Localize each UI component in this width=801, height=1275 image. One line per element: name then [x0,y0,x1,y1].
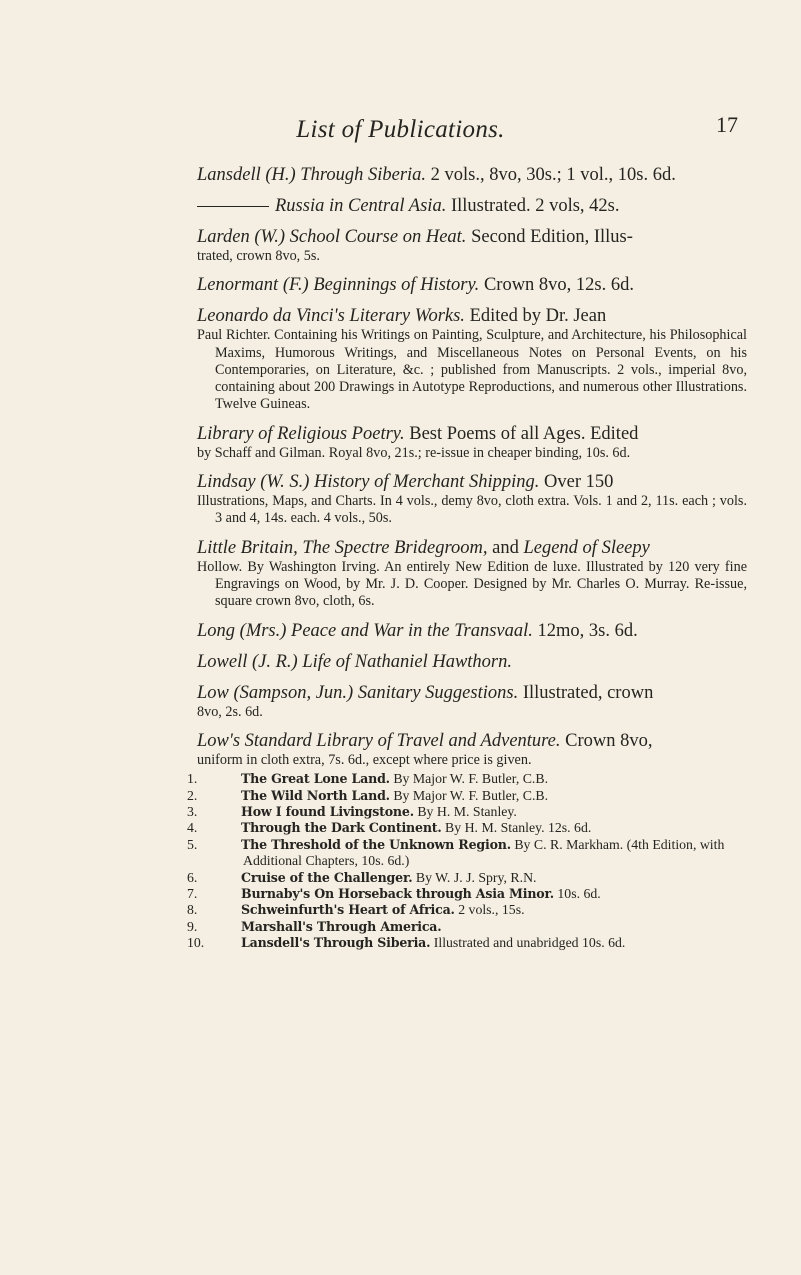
series-number: 9. [187,918,198,934]
entry-title: Low's Standard Library of Travel and Adventure. [197,730,561,751]
entry-author: Lindsay (W. S.) [197,472,310,493]
list-item [197,305,747,413]
series-number: 5. [187,836,198,852]
series-item [187,935,747,951]
series-number: 7. [187,886,198,901]
series-details: By H. M. Stanley. [417,803,517,819]
entry-author: Larden (W.) [197,227,286,247]
entry-title: History of Merchant Shipping. [314,472,540,493]
entry-description: Paul Richter. Containing his Writings on Painting, Sculpture, and Architecture, his Philosophical Maxims, Humorous Writings, and Miscellaneous Notes on Personal Events, on his Contemporaries, on Literature, &c. ; published from Manuscripts. 2 vols., imperial 8vo, containing about 200 Drawings in Autotype Reproductions, and numerous other Illustrations. Twelve Guineas. [197,327,747,413]
series-item [187,820,747,836]
list-item [187,730,747,952]
series-title: The Wild North Land. [241,787,390,803]
entry-details: Second Edition, Illus- [471,227,633,247]
list-item [197,682,747,721]
series-number: 1. [187,771,198,787]
series-number: 3. [187,803,198,819]
series-item [187,771,747,787]
entry-details: Crown 8vo, [565,730,653,751]
entry-title: Library of Religious Poetry. [197,423,405,444]
entry-title: Peace and War in the Transvaal. [291,620,533,641]
series-number: 10. [187,935,205,951]
list-item [197,164,747,186]
series-title: Lansdell's Through Siberia. [241,935,431,951]
series-number: 4. [187,820,198,836]
list-item [197,537,747,611]
entry-title: Leonardo da Vinci's Literary Works. [197,306,465,327]
entry-title: Russia in Central Asia. [275,196,447,216]
entry-details: Over 150 [544,472,614,493]
entry-details: 12mo, 3s. 6d. [537,620,638,641]
entry-description: uniform in cloth extra, 7s. 6d., except where price is given. [197,751,532,768]
publication-list [187,164,747,961]
entry-details: Best Poems of all Ages. Edited [409,423,639,444]
entry-details: 2 vols., 8vo, 30s.; 1 vol., 10s. 6d. [430,165,676,185]
series-item [187,918,747,935]
series-title: Through the Dark Continent. [241,820,442,836]
ditto-rule [197,206,269,207]
entry-author: Lenormant (F.) [197,275,309,296]
series-list [187,771,747,951]
series-title: The Great Lone Land. [241,771,390,787]
series-details: 10s. 6d. [557,886,601,901]
entry-title: Life of Nathaniel Hawthorn. [302,651,513,672]
series-item [187,886,747,902]
series-details: 2 vols., 15s. [458,902,525,918]
series-title: Burnaby's On Horseback through Asia Minor. [241,886,554,901]
entry-author: Long (Mrs.) [197,620,287,641]
entry-title: School Course on Heat. [289,227,467,247]
series-item [187,902,747,918]
series-title: How I found Livingstone. [241,803,414,819]
entry-description: Hollow. By Washington Irving. An entirely New Edition de luxe. Illustrated by 120 very fine Engravings on Wood, by Mr. J. D. Cooper. Designed by Mr. Charles O. Murray. Re-issue, square crown 8vo, cloth, 6s. [197,558,747,610]
list-item [197,423,747,462]
entry-description: trated, crown 8vo, 5s. [197,248,320,264]
entry-details: Edited by Dr. Jean [469,306,607,327]
series-title: The Threshold of the Unknown Region. [241,836,511,852]
entry-title: Sanitary Suggestions. [357,682,519,703]
entry-description: by Schaff and Gilman. Royal 8vo, 21s.; re-issue in cheaper binding, 10s. 6d. [197,444,631,461]
series-item [187,869,747,886]
entry-author: Lansdell (H.) [197,165,296,185]
entry-author: Low (Sampson, Jun.) [197,682,354,703]
entry-title-2: Legend of Sleepy [523,537,650,558]
list-item [197,274,747,296]
series-title: Cruise of the Challenger. [241,869,413,885]
list-item [197,226,747,265]
series-details: By H. M. Stanley. 12s. 6d. [445,820,592,836]
entry-title: Beginnings of History. [313,275,480,296]
series-details: By Major W. F. Butler, C.B. [393,771,549,787]
entry-title: Through Siberia. [300,165,427,185]
list-item [197,471,747,528]
series-details: Illustrated and unabridged 10s. 6d. [433,935,626,951]
page-number: 17 [716,112,738,137]
entry-details: Illustrated. 2 vols, 42s. [450,196,620,216]
entry-author: Lowell (J. R.) [197,651,298,672]
series-item [187,803,747,820]
series-item [187,787,747,804]
entry-title: Little Britain, The Spectre Bridegroom, [197,537,488,558]
entry-details: Illustrated, crown [522,682,654,703]
series-title: Marshall's Through America. [241,918,442,934]
entry-details: and [492,537,519,558]
series-title: Schweinfurth's Heart of Africa. [241,902,455,918]
entry-description: Illustrations, Maps, and Charts. In 4 vols., demy 8vo, cloth extra. Vols. 1 and 2, 11s. each ; vols. 3 and 4, 14s. each. 4 vols., 50s. [197,493,747,527]
series-details: By C. R. Markham. (4th Edition, with Additional Chapters, 10s. 6d.) [243,836,725,869]
list-item [197,651,747,673]
list-item [197,620,747,642]
list-item [197,195,747,217]
series-number: 2. [187,787,198,803]
series-details: By Major W. F. Butler, C.B. [393,787,549,803]
series-number: 6. [187,869,198,885]
series-item [187,836,747,870]
entry-details: Crown 8vo, 12s. 6d. [483,275,634,296]
running-head: List of Publications. [296,116,505,143]
series-number: 8. [187,902,198,918]
entry-description: 8vo, 2s. 6d. [197,703,263,720]
series-details: By W. J. J. Spry, R.N. [415,869,537,885]
